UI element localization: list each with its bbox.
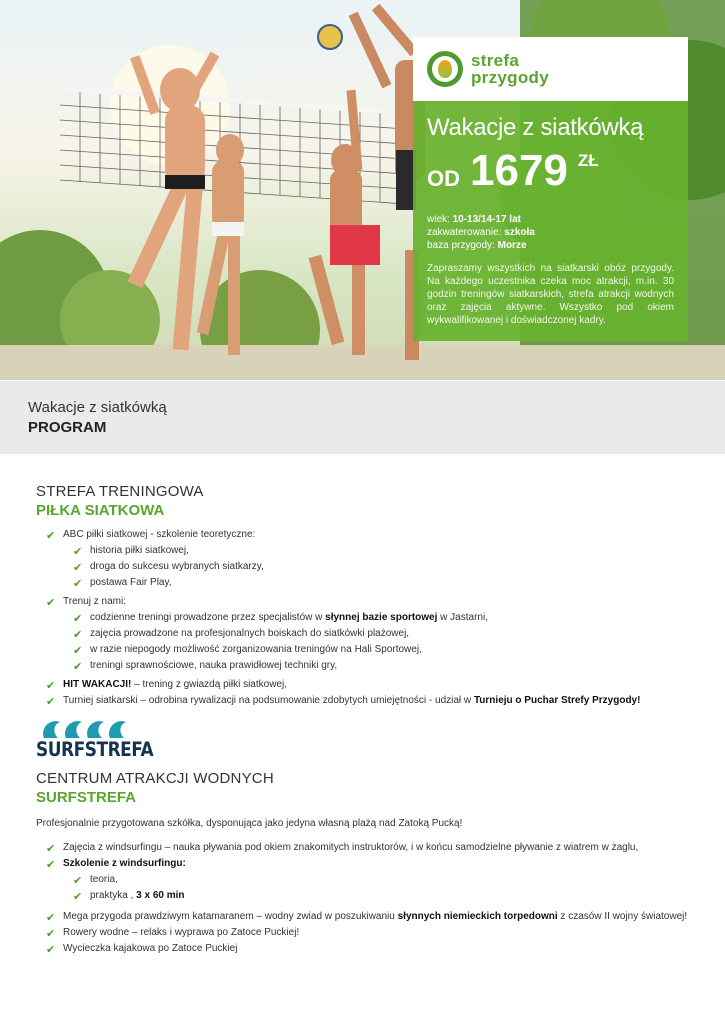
checkmark-icon: ✔: [46, 859, 56, 871]
checkmark-icon: ✔: [73, 546, 83, 558]
hero-banner: [0, 0, 725, 380]
list-item: ✔ zajęcia prowadzone na profesjonalnych boiskach do siatkówki plażowej,: [73, 628, 410, 641]
water-title: CENTRUM ATRAKCJI WODNYCH: [36, 770, 274, 787]
checkmark-icon: ✔: [46, 680, 56, 692]
price-value: 1679: [470, 146, 568, 195]
list-item: ✔ Zajęcia z windsurfingu – nauka pływania pod okiem znakomitych instruktorów, i w końcu samodzielne pływanie z wiatrem w żaglu,: [46, 842, 639, 855]
water-subtitle: SURFSTREFA: [36, 789, 137, 806]
checkmark-icon: ✔: [73, 645, 83, 657]
list-item: ✔ praktyka , 3 x 60 min: [73, 890, 185, 903]
water-list: [46, 840, 706, 957]
checkmark-icon: ✔: [73, 629, 83, 641]
checkmark-icon: ✔: [46, 597, 56, 609]
checkmark-icon: ✔: [73, 578, 83, 590]
water-section-header: [36, 770, 274, 806]
training-section-header: [36, 483, 204, 519]
checkmark-icon: ✔: [46, 696, 56, 708]
logo-line-2: przygody: [471, 68, 549, 87]
price-prefix: OD: [427, 166, 460, 191]
promo-description: Zapraszamy wszystkich na siatkarski obóz przygody. Na każdego uczestnika czeka moc atrakcji, m.in. 30 godzin treningów siatkarskich, strefa atrakcji wodnych oraz zajęcia aktywne. Wszystko pod okiem wykwalifikowanej i doświadczonej kadry.: [427, 263, 674, 326]
checkmark-icon: ✔: [73, 875, 83, 887]
checkmark-icon: ✔: [46, 530, 56, 542]
surfstrefa-wordmark: SURFSTREFA: [36, 738, 154, 762]
promo-card: [413, 101, 688, 341]
list-item: ✔ Trenuj z nami: ✔ codzienne treningi prowadzone przez specjalistów w słynnej bazie sportowej w Jastarni, ✔ zajęcia prowadzone na profesjonalnych boiskach do siatkówki plażowej, ✔ w razie niepogody możliwość zorganizowania treningów na Hali Sportowej, ✔ treningi sprawnościowe, nauka prawidłowej techniki gry,: [46, 594, 706, 674]
list-item: ✔ Wycieczka kajakowa po Zatoce Puckiej: [46, 943, 238, 956]
band-title: Wakacje z siatkówką: [28, 399, 167, 416]
band-subtitle: PROGRAM: [28, 419, 107, 436]
checkmark-icon: ✔: [73, 891, 83, 903]
meta-accommodation: zakwaterowanie: szkoła: [427, 227, 535, 238]
list-item: ✔ ABC piłki siatkowej - szkolenie teoretyczne: ✔ historia piłki siatkowej, ✔ droga do sukcesu wybranych siatkarzy, ✔ postawa Fair Play,: [46, 527, 706, 591]
checkmark-icon: ✔: [73, 613, 83, 625]
program-band: [0, 381, 725, 454]
checkmark-icon: ✔: [46, 928, 56, 940]
meta-base: baza przygody: Morze: [427, 240, 527, 251]
price-row: [427, 146, 674, 195]
list-item: ✔ HIT WAKACJI! – trening z gwiazdą piłki siatkowej,: [46, 679, 287, 692]
price-currency: ZŁ: [577, 151, 599, 170]
training-list: [46, 527, 706, 709]
list-item: ✔ teoria,: [73, 874, 118, 887]
list-item: ✔ codzienne treningi prowadzone przez specjalistów w słynnej bazie sportowej w Jastarni,: [73, 612, 488, 625]
training-subtitle: PIŁKA SIATKOWA: [36, 502, 165, 519]
promo-meta: [427, 213, 674, 252]
list-item: ✔ postawa Fair Play,: [73, 577, 172, 590]
checkmark-icon: ✔: [73, 661, 83, 673]
list-item: ✔ droga do sukcesu wybranych siatkarzy,: [73, 561, 264, 574]
promo-title: Wakacje z siatkówką: [427, 114, 644, 141]
list-item: ✔ Mega przygoda prawdziwym katamaranem – wodny zwiad w poszukiwaniu słynnych niemieckich torpedowni z czasów II wojny światowej!: [46, 911, 688, 924]
list-item: ✔ Szkolenie z windsurfingu: ✔ teoria, ✔ praktyka , 3 x 60 min: [46, 856, 706, 904]
list-item: ✔ w razie niepogody możliwość zorganizowania treningów na Hali Sportowej,: [73, 644, 422, 657]
training-title: STREFA TRENINGOWA: [36, 483, 204, 500]
flame-logo-icon: [427, 51, 463, 87]
list-item: ✔ Turniej siatkarski – odrobina rywalizacji na podsumowanie zdobytych umiejętności - udział w Turnieju o Puchar Strefy Przygody!: [46, 695, 641, 708]
list-item: ✔ Rowery wodne – relaks i wyprawa po Zatoce Puckiej!: [46, 927, 300, 940]
checkmark-icon: ✔: [46, 912, 56, 924]
list-item: ✔ historia piłki siatkowej,: [73, 545, 189, 558]
checkmark-icon: ✔: [73, 562, 83, 574]
logo-line-1: strefa: [471, 51, 520, 70]
water-intro: Profesjonalnie przygotowana szkółka, dysponująca jako jedyna własną plażą nad Zatoką Pucką!: [36, 818, 463, 829]
meta-age: wiek: 10-13/14-17 lat: [427, 214, 521, 225]
checkmark-icon: ✔: [46, 843, 56, 855]
checkmark-icon: ✔: [46, 944, 56, 956]
list-item: ✔ treningi sprawnościowe, nauka prawidłowej techniki gry,: [73, 660, 338, 673]
surfstrefa-logo[interactable]: [36, 714, 154, 764]
strefa-przygody-logo[interactable]: [413, 37, 688, 101]
